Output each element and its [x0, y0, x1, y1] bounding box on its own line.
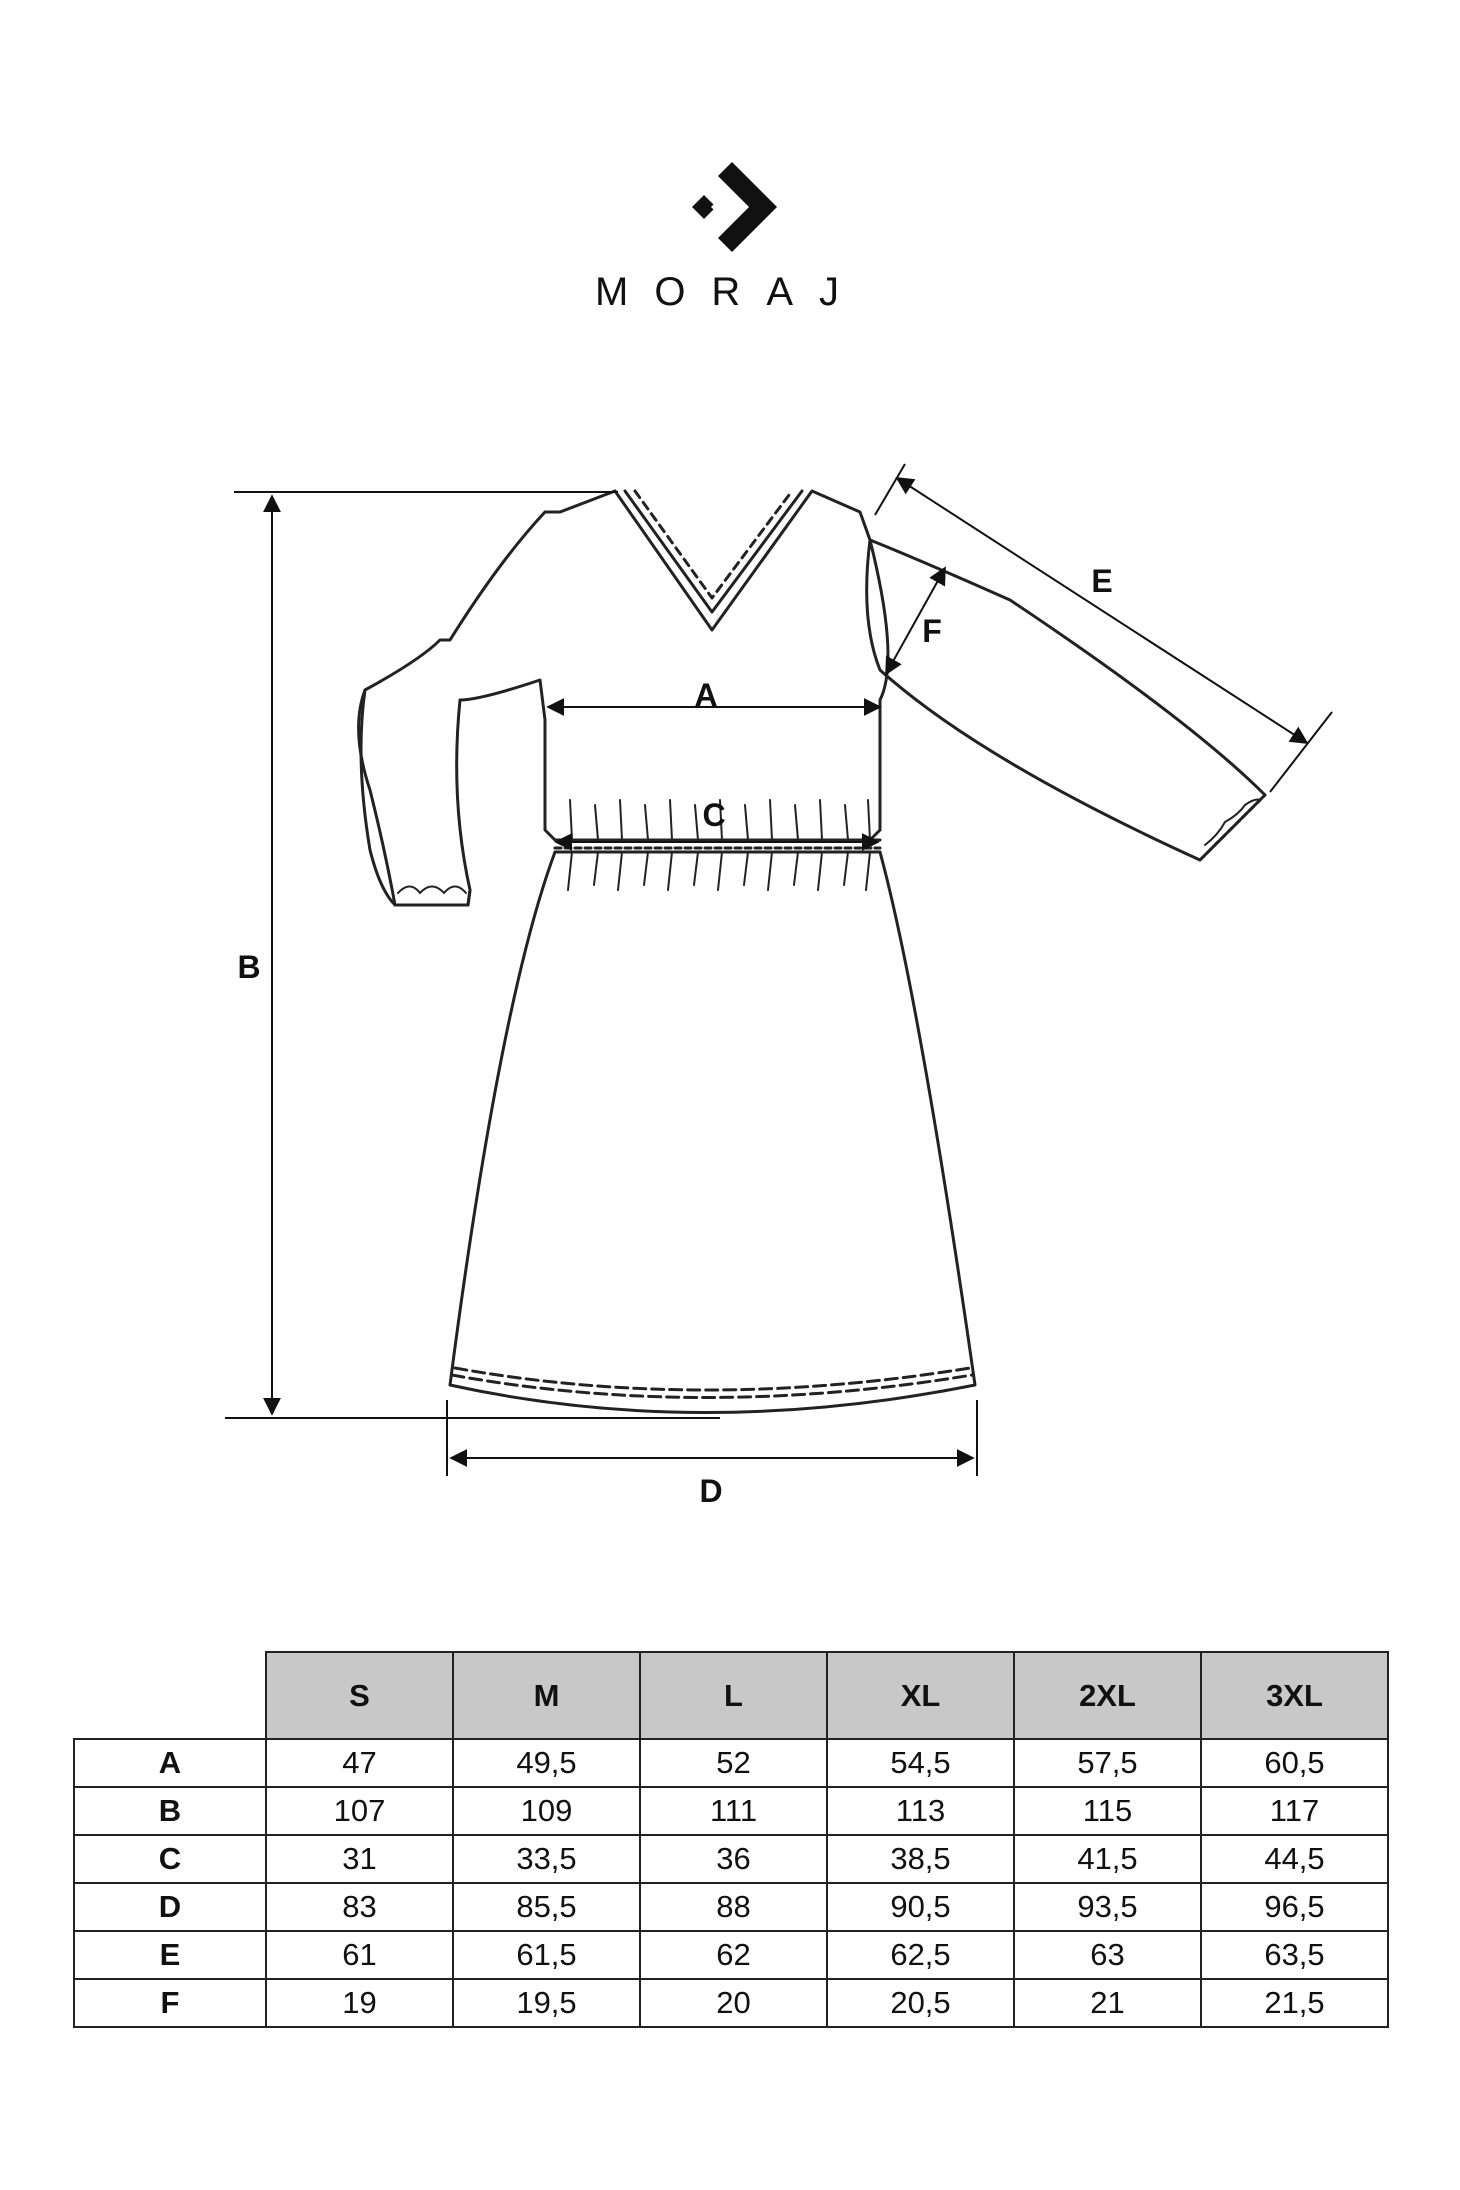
- table-cell: 19: [266, 1979, 453, 2027]
- measurement-label: B: [74, 1787, 266, 1835]
- size-header: M: [453, 1652, 640, 1739]
- size-header: L: [640, 1652, 827, 1739]
- table-cell: 20,5: [827, 1979, 1014, 2027]
- table-cell: 57,5: [1014, 1739, 1201, 1787]
- measurement-label: F: [74, 1979, 266, 2027]
- table-cell: 61: [266, 1931, 453, 1979]
- size-header: XL: [827, 1652, 1014, 1739]
- table-cell: 21,5: [1201, 1979, 1388, 2027]
- left-sleeve: [361, 690, 470, 905]
- measurement-label: E: [74, 1931, 266, 1979]
- table-cell: 115: [1014, 1787, 1201, 1835]
- table-cell: 90,5: [827, 1883, 1014, 1931]
- size-header: S: [266, 1652, 453, 1739]
- dimension-a-label: A: [694, 677, 718, 713]
- table-cell: 41,5: [1014, 1835, 1201, 1883]
- table-cell: 107: [266, 1787, 453, 1835]
- dimension-f-label: F: [922, 613, 942, 649]
- neckline-inner: [625, 491, 802, 612]
- table-cell: 20: [640, 1979, 827, 2027]
- size-header: 2XL: [1014, 1652, 1201, 1739]
- dimension-b-label: B: [237, 949, 261, 985]
- neckline-stitch: [635, 491, 792, 598]
- table-cell: 49,5: [453, 1739, 640, 1787]
- dress-diagram: [0, 440, 1460, 1540]
- table-row: [74, 1979, 1388, 2027]
- table-row: [74, 1931, 1388, 1979]
- table-row: [74, 1787, 1388, 1835]
- table-cell: 63,5: [1201, 1931, 1388, 1979]
- table-cell: 113: [827, 1787, 1014, 1835]
- table-row: [74, 1739, 1388, 1787]
- table-cell: 88: [640, 1883, 827, 1931]
- table-cell: 111: [640, 1787, 827, 1835]
- table-cell: 62: [640, 1931, 827, 1979]
- table-cell: 109: [453, 1787, 640, 1835]
- measurement-label: C: [74, 1835, 266, 1883]
- table-cell: 52: [640, 1739, 827, 1787]
- size-header: 3XL: [1201, 1652, 1388, 1739]
- table-cell: 47: [266, 1739, 453, 1787]
- size-table: [73, 1651, 1389, 2028]
- dimension-d-label: D: [699, 1473, 723, 1509]
- measurement-label: D: [74, 1883, 266, 1931]
- table-row: [74, 1883, 1388, 1931]
- table-cell: 19,5: [453, 1979, 640, 2027]
- table-cell: 21: [1014, 1979, 1201, 2027]
- table-cell: 38,5: [827, 1835, 1014, 1883]
- table-row: [74, 1835, 1388, 1883]
- table-cell: 62,5: [827, 1931, 1014, 1979]
- table-cell: 63: [1014, 1931, 1201, 1979]
- brand-logo-icon: [690, 162, 780, 252]
- table-cell: 83: [266, 1883, 453, 1931]
- table-cell: 54,5: [827, 1739, 1014, 1787]
- table-corner: [74, 1652, 266, 1739]
- dimension-e-label: E: [1091, 563, 1113, 599]
- table-cell: 61,5: [453, 1931, 640, 1979]
- table-cell: 36: [640, 1835, 827, 1883]
- table-cell: 93,5: [1014, 1883, 1201, 1931]
- table-cell: 44,5: [1201, 1835, 1388, 1883]
- dimension-e-line: [897, 478, 1307, 743]
- measurement-label: A: [74, 1739, 266, 1787]
- brand-name: MORAJ: [595, 270, 865, 314]
- table-cell: 33,5: [453, 1835, 640, 1883]
- skirt-outline: [450, 852, 975, 1413]
- dimension-c-label: C: [702, 797, 726, 833]
- table-cell: 85,5: [453, 1883, 640, 1931]
- table-cell: 117: [1201, 1787, 1388, 1835]
- table-header-row: [74, 1652, 1388, 1739]
- table-cell: 96,5: [1201, 1883, 1388, 1931]
- table-cell: 60,5: [1201, 1739, 1388, 1787]
- table-cell: 31: [266, 1835, 453, 1883]
